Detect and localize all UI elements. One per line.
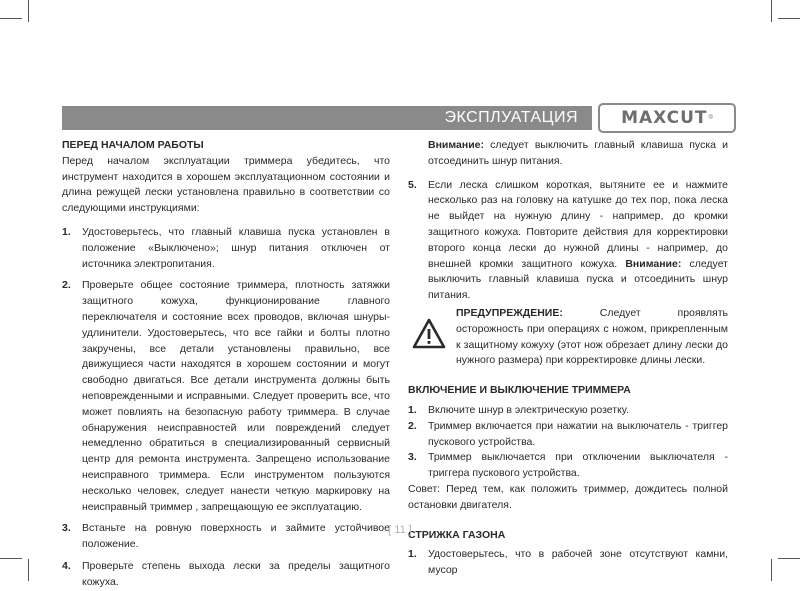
item-text: Удостоверьтесь, что в рабочей зоне отсутствуют камни, мусор bbox=[428, 548, 728, 577]
crop-mark bbox=[0, 558, 22, 559]
item-number: 4. bbox=[62, 559, 71, 572]
onoff-heading: ВКЛЮЧЕНИЕ И ВЫКЛЮЧЕНИЕ ТРИММЕРА bbox=[408, 384, 631, 397]
item-number: 3. bbox=[62, 522, 71, 535]
lawn-heading: СТРИЖКА ГАЗОНА bbox=[408, 528, 506, 541]
item-text: Удостоверьтесь, что главный клавиша пуска установлен в положение «Выключено»; шнур питания отключен от источника электропитания. bbox=[82, 225, 390, 270]
before-work-heading: ПЕРЕД НАЧАЛОМ РАБОТЫ bbox=[62, 139, 204, 151]
list-item bbox=[62, 278, 390, 515]
note-text: следует выключить главный клавиша пуска и отсоединить шнур питания. bbox=[428, 257, 728, 302]
crop-mark bbox=[771, 559, 772, 581]
logo-registered-mark: ® bbox=[708, 115, 713, 121]
item-number: 1. bbox=[408, 403, 417, 416]
warning-block bbox=[408, 306, 728, 369]
list-item bbox=[62, 225, 390, 272]
onoff-list bbox=[408, 403, 728, 482]
list-item bbox=[408, 178, 728, 304]
before-work-list bbox=[62, 225, 390, 591]
item-number: 3. bbox=[408, 451, 417, 464]
note-label: Внимание: bbox=[428, 139, 484, 151]
item-text: Встаньте на ровную поверхность и займите устойчивое положение. bbox=[82, 522, 390, 551]
list-item bbox=[62, 521, 390, 553]
list-item bbox=[408, 547, 728, 579]
item-text: Триммер включается при нажатии на выключатель - триггер пускового устройства. bbox=[428, 419, 728, 448]
item-text: Проверьте общее состояние триммера, плотность затяжки защитного кожуха, функционирование главного переключателя и состояние всех проводов, включая шнуры-удлинители. Удостоверьтесь, что все гайки и болты плотно закручены, все детали установлены правильно, все движущиеся части находятся в хорошем состоянии и могут свободно двигаться. Все детали инструмента должны быть неповрежденными и исправными. Следует проверить все, что может повлиять на безопасную работу триммера. В случае обнаружения неисправностей или повреждений следует немедленно обратиться в специализированный сервисный центр для ремонта инструмента. Запрещено использование неисправного триммера. Если инструментом пользуются несколько человек, следует нанести четкую маркировку на неисправный триммер , запрещающую ее эксплуатацию. bbox=[82, 279, 390, 513]
item-text: Проверьте степень выхода лески за пределы защитного кожуха. bbox=[82, 559, 390, 588]
lawn-list bbox=[408, 547, 728, 579]
list-item bbox=[408, 403, 728, 419]
item-number: 1. bbox=[62, 225, 71, 238]
list-item bbox=[62, 559, 390, 591]
list-item bbox=[408, 450, 728, 482]
crop-mark bbox=[28, 0, 29, 22]
continued-note bbox=[408, 138, 728, 170]
before-work-intro: Перед началом эксплуатации триммера убедитесь, что инструмент находится в хорошем эксплуатационном состоянии и длина режущей лески установлена правильно в соответствии со следующими инструкциями: bbox=[62, 154, 390, 215]
page-number: [ 11 ] bbox=[388, 524, 412, 536]
section-header-bar bbox=[62, 106, 592, 130]
warning-label: ПРЕДУПРЕЖДЕНИЕ: bbox=[456, 306, 563, 319]
logo-text: MAXCUT bbox=[621, 108, 708, 128]
item-number: 2. bbox=[408, 419, 417, 432]
section-title: ЭКСПЛУАТАЦИЯ bbox=[444, 109, 578, 126]
note-text: следует выключить главный клавиша пуска и отсоединить шнур питания. bbox=[428, 139, 728, 167]
item-number: 1. bbox=[408, 548, 417, 561]
right-column bbox=[408, 138, 728, 579]
crop-mark bbox=[0, 18, 22, 19]
crop-mark bbox=[778, 18, 800, 19]
item-number: 5. bbox=[408, 178, 417, 191]
list-item bbox=[408, 419, 728, 451]
crop-mark bbox=[778, 558, 800, 559]
crop-mark bbox=[28, 559, 29, 581]
note-label: Внимание: bbox=[625, 257, 682, 270]
maxcut-logo bbox=[598, 103, 736, 133]
warning-text-block bbox=[456, 307, 728, 366]
item-text: Если леска слишком короткая, вытяните ее и нажмите несколько раз на головку на катушке до тех пор, пока леска не выйдет на нужную длину - например, до кромки защитного кожуха. Повторите действия для корректировки второго конца лески до нужной длины - например, до внешней кромки защитного кожуха. bbox=[428, 178, 728, 270]
warning-text: Следует проявлять осторожность при операциях с ножом, прикрепленным к защитному кожуху (этот нож обрезает длину лески до нужного размера) при корректировке длины лески. bbox=[456, 306, 728, 367]
item-number: 2. bbox=[62, 279, 71, 292]
warning-triangle-icon bbox=[412, 318, 446, 350]
left-column bbox=[62, 138, 390, 591]
item-text: Триммер выключается при отключении выключателя - триггера пускового устройства. bbox=[428, 451, 728, 480]
crop-mark bbox=[771, 0, 772, 22]
advice-text: Совет: Перед тем, как положить триммер, дождитесь полной остановки двигателя. bbox=[408, 482, 728, 511]
item-text: Включите шнур в электрическую розетку. bbox=[428, 403, 629, 416]
